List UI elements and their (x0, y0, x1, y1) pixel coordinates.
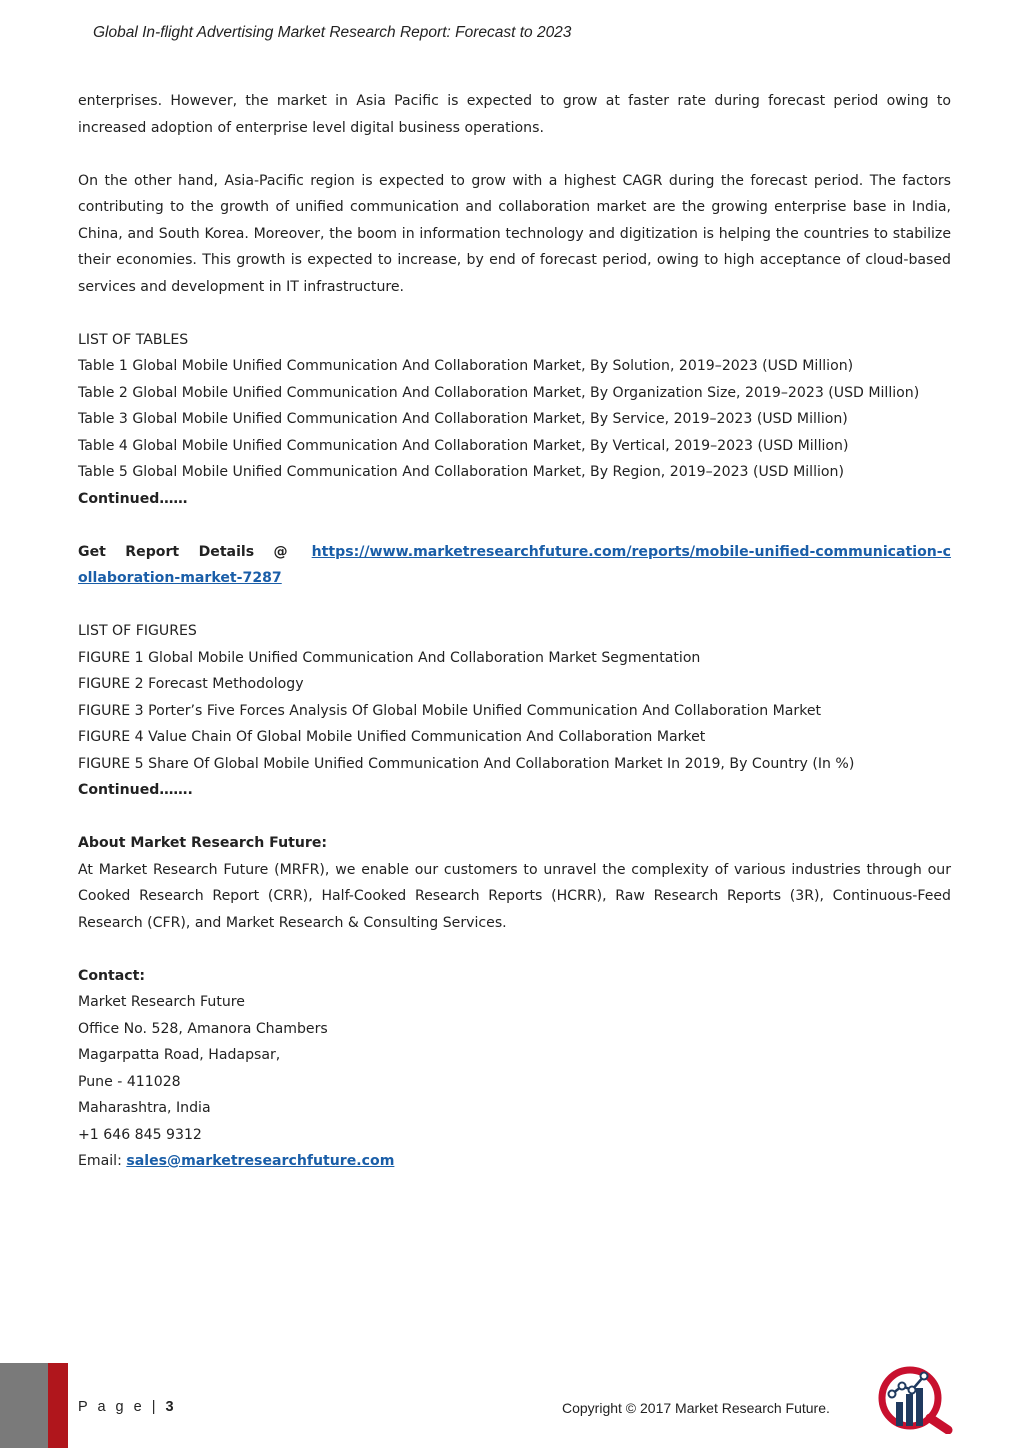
spacer (78, 936, 951, 963)
spacer (78, 512, 951, 539)
figures-continued: Continued……. (78, 782, 193, 798)
about-heading: About Market Research Future: (78, 835, 328, 851)
table-list-item: Table 4 Global Mobile Unified Communication And Collaboration Market, By Vertical, 2019–2023 (USD Million) (78, 437, 849, 454)
footer-copyright: Copyright © 2017 Market Research Future. (562, 1400, 830, 1416)
figure-list-item: FIGURE 3 Porter’s Five Forces Analysis Of Global Mobile Unified Communication And Collaboration Market (78, 702, 822, 719)
report-details-line (78, 539, 951, 592)
page-number: 3 (165, 1399, 174, 1415)
paragraph-asia-pacific: On the other hand, Asia-Pacific region is expected to grow with a highest CAGR during the forecast period. The factors contributing to the growth of unified communication and collaboration market are the growing enterprise base in India, China, and South Korea. Moreover, the boom in information technology and digitization is helping the countries to stabilize their economies. This growth is expected to increase, by end of forecast period, owing to high acceptance of cloud-based services and development in IT infrastructure. (78, 172, 951, 295)
table-list-item: Table 5 Global Mobile Unified Communication And Collaboration Market, By Region, 2019–2023 (USD Million) (78, 464, 844, 480)
table-list-item: Table 2 Global Mobile Unified Communication And Collaboration Market, By Organization Size, 2019–2023 (USD Million) (78, 384, 920, 401)
report-url-link[interactable]: https://www.marketresearchfuture.com/reports/mobile-unified-communication-collaboration-market-7287 (78, 543, 952, 586)
contact-line: Office No. 528, Amanora Chambers (78, 1020, 328, 1037)
contact-heading: Contact: (78, 967, 146, 984)
list-of-tables-heading: LIST OF TABLES (78, 331, 189, 348)
contact-line: Market Research Future (78, 994, 245, 1010)
contact-email-line (78, 1148, 951, 1175)
contact-line: +1 646 845 9312 (78, 1126, 202, 1143)
list-of-figures-heading: LIST OF FIGURES (78, 623, 197, 639)
footer-gray-bar (0, 1363, 48, 1448)
email-link[interactable]: sales@marketresearchfuture.com (126, 1153, 395, 1169)
table-list-item: Table 3 Global Mobile Unified Communication And Collaboration Market, By Service, 2019–2023 (USD Million) (78, 411, 848, 427)
figure-list-item: FIGURE 5 Share Of Global Mobile Unified Communication And Collaboration Market In 2019, By Country (In %) (78, 755, 855, 772)
spacer (78, 300, 951, 327)
spacer (78, 141, 951, 168)
footer-page-number (78, 1399, 174, 1415)
document-body (78, 88, 951, 1175)
report-details-label: Get Report Details @ (78, 543, 288, 560)
tables-continued: Continued…… (78, 490, 188, 507)
contact-line: Maharashtra, India (78, 1100, 211, 1116)
email-label: Email: (78, 1153, 127, 1169)
contact-line: Magarpatta Road, Hadapsar, (78, 1047, 281, 1063)
figure-list-item: FIGURE 4 Value Chain Of Global Mobile Unified Communication And Collaboration Market (78, 729, 706, 745)
figure-list-item: FIGURE 2 Forecast Methodology (78, 676, 304, 692)
footer-red-bar (48, 1363, 68, 1448)
paragraph-enterprises: enterprises. However, the market in Asia Pacific is expected to grow at faster rate during forecast period owing to increased adoption of enterprise level digital business operations. (78, 93, 951, 136)
figure-list-item: FIGURE 1 Global Mobile Unified Communication And Collaboration Market Segmentation (78, 649, 701, 666)
about-paragraph: At Market Research Future (MRFR), we enable our customers to unravel the complexity of various industries through our Cooked Research Report (CRR), Half-Cooked Research Reports (HCRR), Raw Research Reports (3R), Continuous-Feed Research (CFR), and Market Research & Consulting Services. (78, 861, 951, 931)
spacer (78, 592, 951, 619)
table-list-item: Table 1 Global Mobile Unified Communication And Collaboration Market, By Solution, 2019–2023 (USD Million) (78, 358, 854, 374)
mrfr-logo-icon (874, 1364, 954, 1434)
page-label: P a g e | (78, 1399, 159, 1415)
spacer (78, 804, 951, 831)
page-header-title: Global In-flight Advertising Market Research Report: Forecast to 2023 (93, 24, 572, 41)
contact-line: Pune - 411028 (78, 1073, 181, 1090)
